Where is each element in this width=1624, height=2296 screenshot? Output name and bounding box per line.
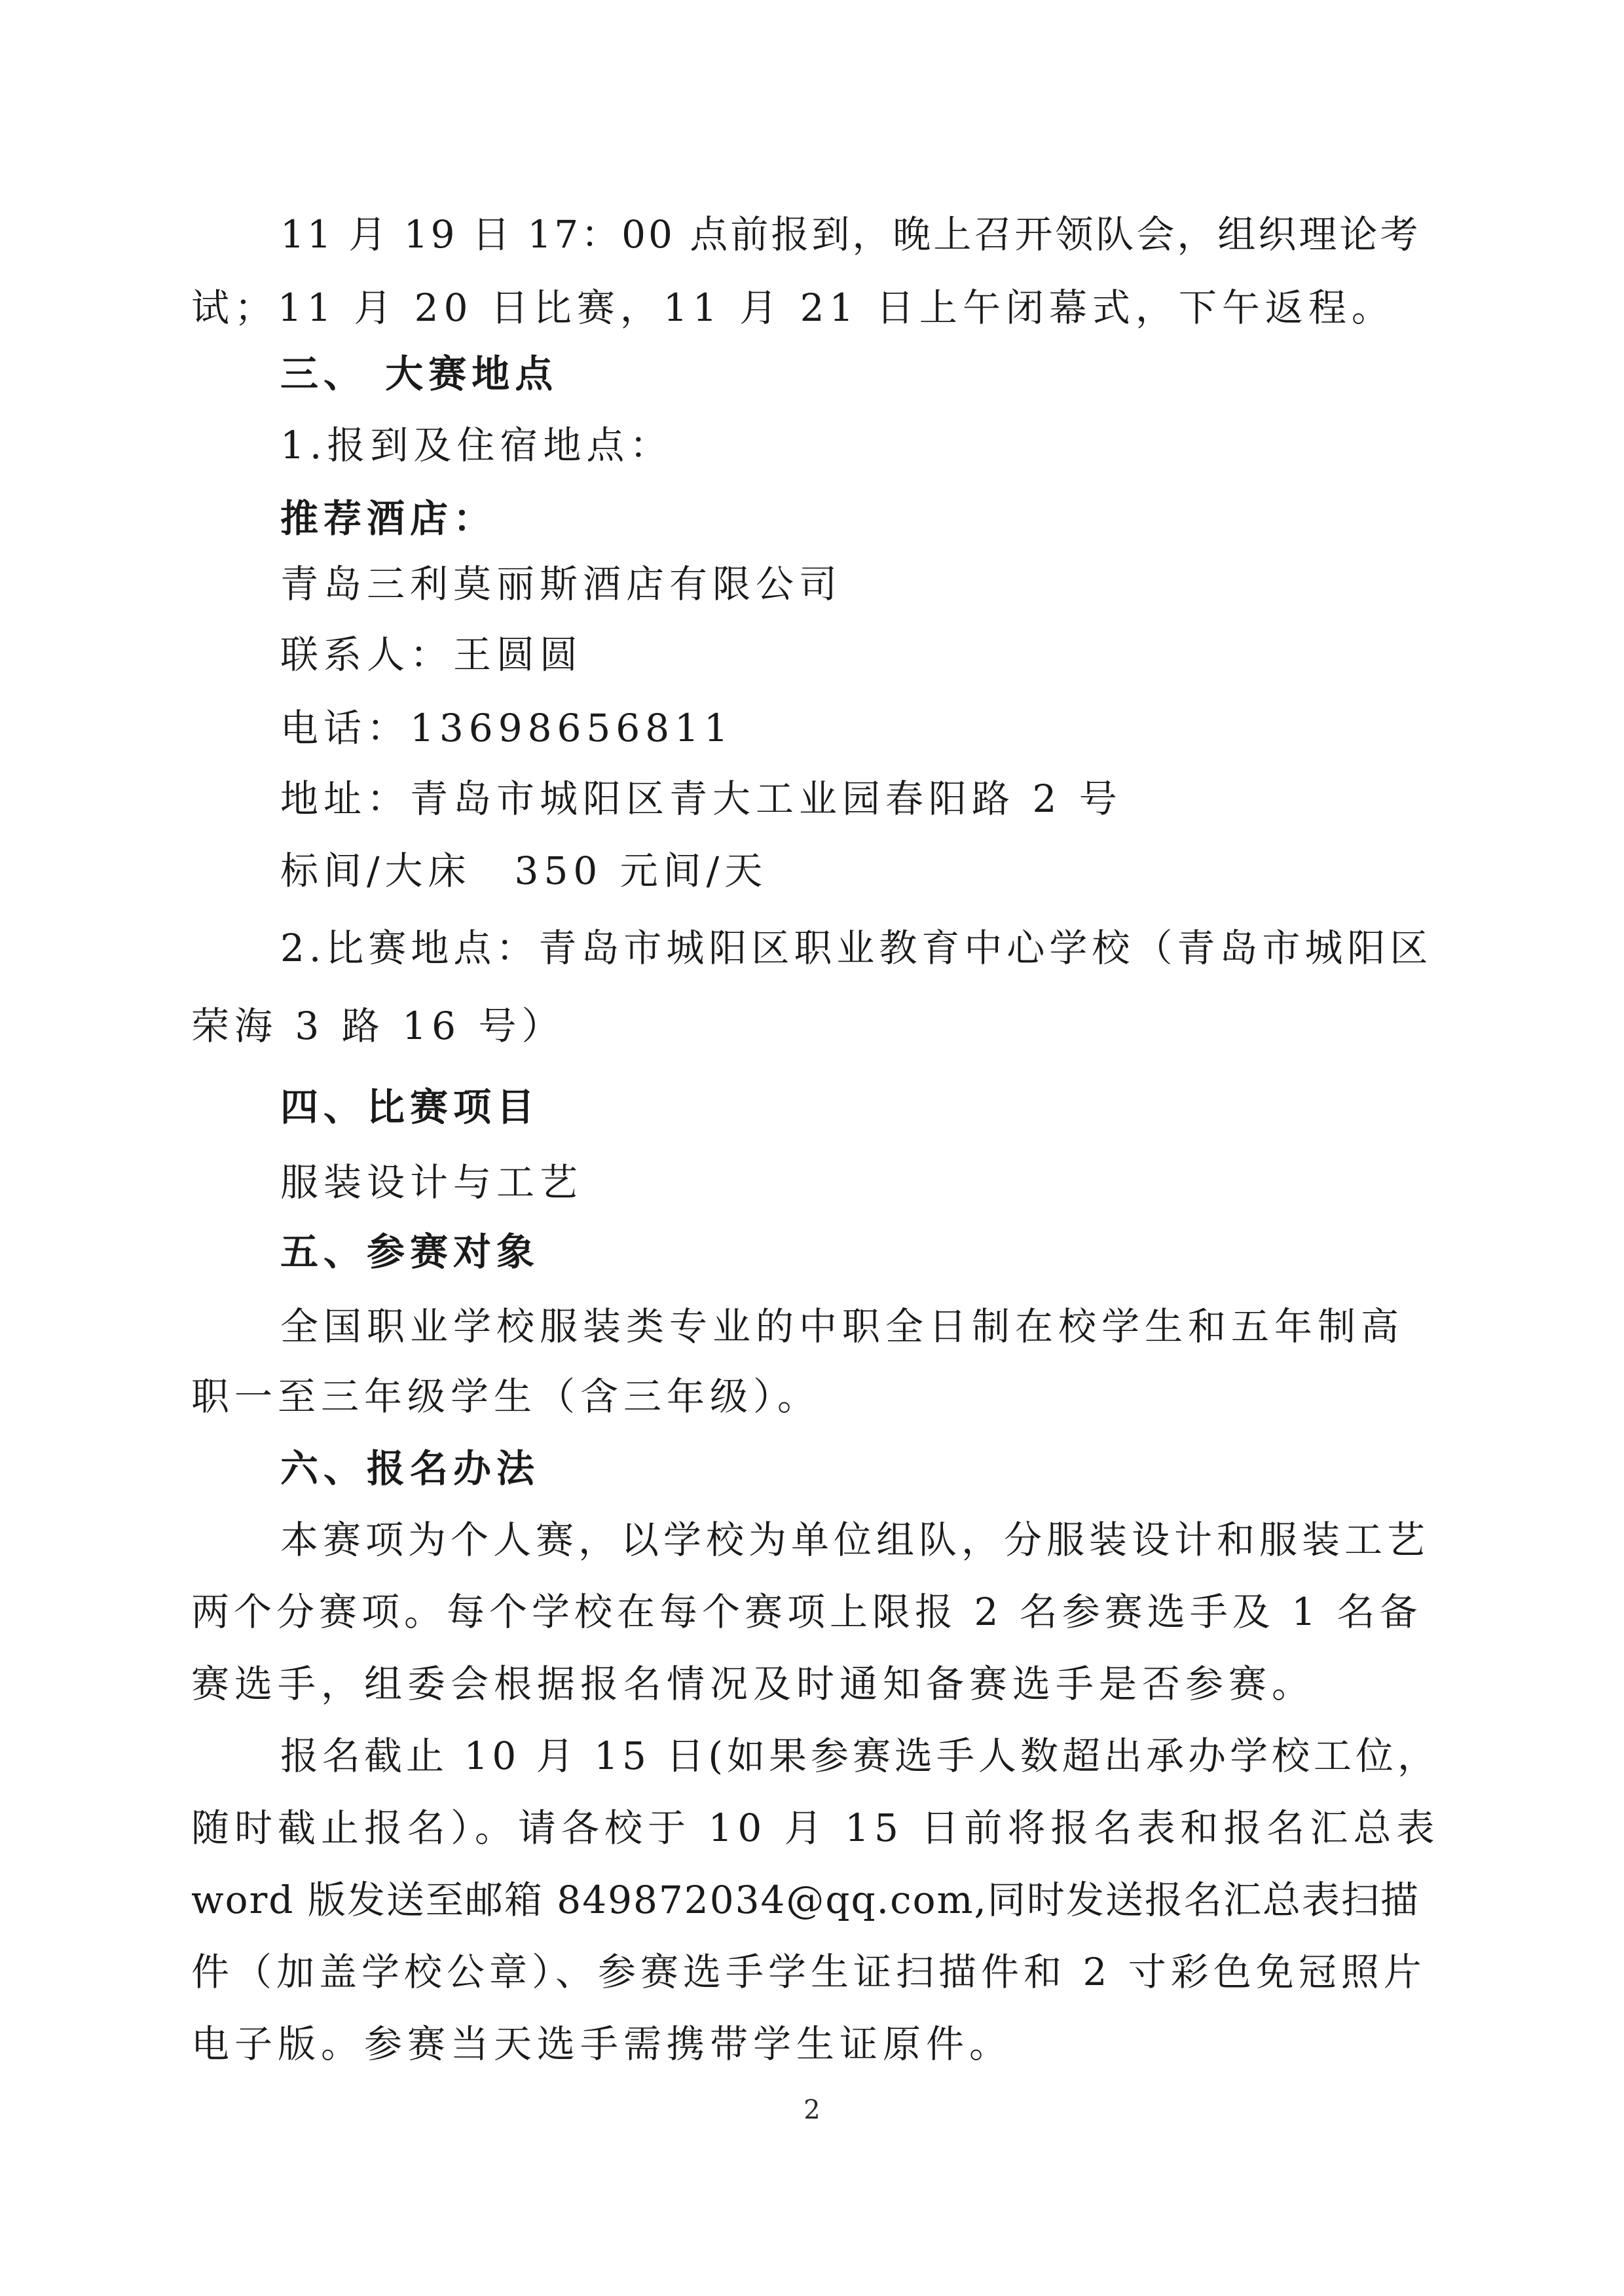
section-3-item-1: 1.报到及住宿地点： bbox=[280, 423, 673, 467]
section-3-item-2-line-1: 2.比赛地点：青岛市城阳区职业教育中心学校（青岛市城阳区 bbox=[280, 926, 1433, 970]
schedule-line-1: 11 月 19 日 17：00 点前报到，晚上召开领队会，组织理论考 bbox=[280, 212, 1421, 257]
hotel-price: 标间/大床 350 元间/天 bbox=[280, 848, 768, 893]
page-number: 2 bbox=[803, 2095, 821, 2125]
section-6-title: 六、报名办法 bbox=[280, 1446, 540, 1491]
hotel-phone: 电话：13698656811 bbox=[280, 706, 733, 750]
section-6-para-2-line-4: 件（加盖学校公章）、参赛选手学生证扫描件和 2 寸彩色免冠照片 bbox=[191, 1950, 1426, 1994]
section-3-title: 三、 大赛地点 bbox=[280, 352, 559, 396]
section-6-para-1-line-3: 赛选手，组委会根据报名情况及时通知备赛选手是否参赛。 bbox=[191, 1662, 1316, 1706]
section-6-para-1-line-2: 两个分赛项。每个学校在每个赛项上限报 2 名参赛选手及 1 名备 bbox=[191, 1590, 1422, 1634]
hotel-address: 地址：青岛市城阳区青大工业园春阳路 2 号 bbox=[280, 776, 1122, 821]
hotel-contact: 联系人：王圆圆 bbox=[280, 632, 583, 677]
section-5-title: 五、参赛对象 bbox=[280, 1230, 540, 1274]
section-6-para-2-line-1: 报名截止 10 月 15 日(如果参赛选手人数超出承办学校工位， bbox=[280, 1734, 1439, 1778]
section-4-body: 服装设计与工艺 bbox=[280, 1160, 583, 1205]
section-6-para-1-line-1: 本赛项为个人赛，以学校为单位组队，分服装设计和服装工艺 bbox=[280, 1518, 1430, 1562]
section-5-body-line-2: 职一至三年级学生（含三年级）。 bbox=[191, 1374, 821, 1419]
section-6-para-2-line-3: word 版发送至邮箱 849872034@qq.com,同时发送报名汇总表扫描 bbox=[191, 1878, 1420, 1922]
hotel-heading: 推荐酒店： bbox=[280, 496, 497, 541]
section-6-para-2-line-2: 随时截止报名）。请各校于 10 月 15 日前将报名表和报名汇总表 bbox=[191, 1806, 1440, 1850]
section-5-body-line-1: 全国职业学校服装类专业的中职全日制在校学生和五年制高 bbox=[280, 1304, 1405, 1349]
section-6-para-2-line-5: 电子版。参赛当天选手需携带学生证原件。 bbox=[191, 2022, 1013, 2066]
schedule-line-2: 试；11 月 20 日比赛，11 月 21 日上午闭幕式，下午返程。 bbox=[191, 285, 1395, 330]
section-3-item-2-line-2: 荣海 3 路 16 号） bbox=[191, 1004, 565, 1048]
section-4-title: 四、比赛项目 bbox=[280, 1085, 540, 1129]
hotel-name: 青岛三利莫丽斯酒店有限公司 bbox=[280, 562, 843, 606]
